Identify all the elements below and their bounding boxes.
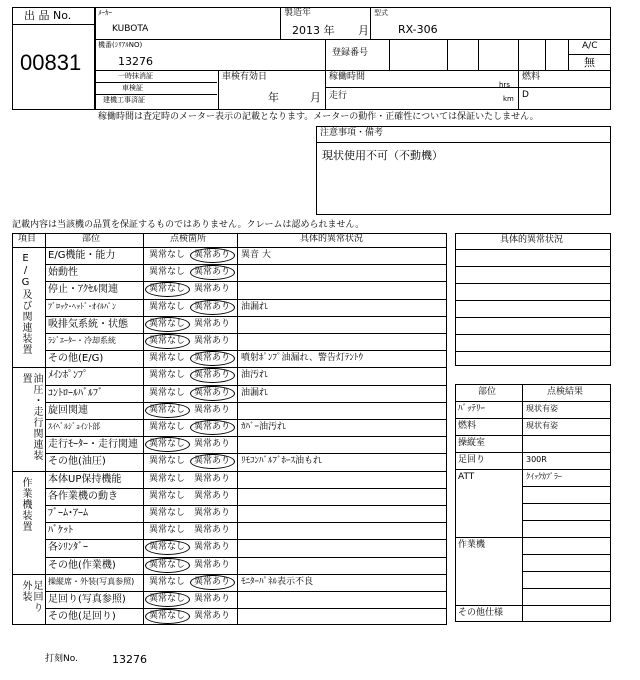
section-label: 足回り外装 — [20, 579, 42, 613]
part-label: ﾌﾞｰﾑ･ｱｰﾑ — [48, 508, 88, 519]
option-ok[interactable]: 異常なし — [149, 301, 186, 312]
result-value: 300R — [526, 455, 547, 464]
detail-text: ﾓﾆﾀｰﾊﾟﾈﾙ表示不良 — [241, 576, 314, 587]
result-value: ｸｲｯｸｶﾌﾟﾗｰ — [526, 472, 562, 481]
part-label: 操縦席・外装(写真参照) — [48, 576, 135, 586]
part-label: 本体UP保持機能 — [48, 473, 122, 485]
year-month-unit: 月 — [358, 24, 369, 37]
option-ok[interactable]: 異常なし — [149, 318, 186, 329]
option-ng[interactable]: 異常あり — [194, 576, 231, 587]
lot-label: 出 品 No. — [24, 9, 72, 22]
part-label: その他(E/G) — [48, 353, 104, 365]
col-item-header: 項目 — [18, 234, 37, 244]
year-label: 製造年 — [284, 8, 312, 18]
other-spec-label: その他仕様 — [458, 608, 504, 618]
hrs-unit: hrs — [499, 81, 510, 89]
option-ok[interactable]: 異常なし — [149, 559, 186, 570]
part-label: その他(作業機) — [48, 559, 116, 571]
vehicle-cert-label: 車検証 — [122, 84, 143, 92]
option-ng[interactable]: 異常あり — [194, 370, 231, 381]
option-ng[interactable]: 異常あり — [194, 387, 231, 398]
option-ng[interactable]: 異常あり — [194, 542, 231, 553]
distance-label: 走行 — [329, 91, 348, 101]
ac-label: A/C — [582, 41, 598, 51]
part-label: 吸排気系統・状態 — [48, 318, 128, 330]
option-ok[interactable]: 異常なし — [149, 284, 186, 295]
option-ok[interactable]: 異常なし — [149, 576, 186, 587]
option-ok[interactable]: 異常なし — [149, 250, 186, 260]
section-label: E/G及び関連装置 — [20, 253, 31, 355]
fuel-label: 燃料 — [522, 72, 541, 82]
option-ng[interactable]: 異常あり — [194, 404, 231, 415]
option-ng[interactable]: 異常あり — [194, 525, 231, 536]
inspection-month-unit: 月 — [310, 91, 321, 104]
remarks-title: 注意事項・備考 — [320, 128, 384, 138]
part-label: 各作業機の動き — [48, 490, 118, 502]
model-value: RX-306 — [398, 23, 438, 36]
part-label: 旋回関連 — [48, 404, 88, 416]
part-label: E/G機能・能力 — [48, 250, 116, 261]
part-label: 停止・ｱｸｾﾙ関連 — [48, 284, 118, 296]
serial-label: 機番(ｼﾘｱﾙNO) — [98, 41, 143, 49]
option-ng[interactable]: 異常あり — [194, 594, 231, 604]
part-label: 足回り(写真参照) — [48, 594, 126, 605]
option-ok[interactable]: 異常なし — [149, 594, 186, 604]
option-ok[interactable]: 異常なし — [149, 473, 186, 484]
option-ok[interactable]: 異常なし — [149, 387, 186, 398]
temp-cert-label: 一時抹消証 — [118, 72, 153, 80]
inspection-year-unit: 年 — [268, 91, 279, 104]
result-value: 現状有姿 — [526, 421, 558, 430]
model-label: 型式 — [374, 9, 388, 17]
option-ok[interactable]: 異常なし — [149, 422, 186, 432]
km-unit: km — [503, 95, 514, 103]
option-ok[interactable]: 異常なし — [149, 404, 186, 415]
option-ng[interactable]: 異常あり — [194, 267, 231, 278]
detail-text: 噴射ﾎﾟﾝﾌﾟ油漏れ、警告灯ﾃﾝﾄｳ — [241, 353, 364, 364]
section-label: 作業機装置 — [20, 476, 31, 532]
option-ok[interactable]: 異常なし — [149, 439, 186, 450]
detail-text: ｶﾊﾞｰ油汚れ — [241, 422, 287, 432]
part-label: ﾊﾞｹｯﾄ — [48, 525, 73, 537]
remarks-box — [316, 126, 611, 215]
option-ok[interactable]: 異常なし — [149, 267, 186, 278]
option-ok[interactable]: 異常なし — [149, 456, 186, 467]
registration-label: 登録番号 — [332, 48, 369, 58]
hours-notice: 稼働時間は査定時のメーター表示の記載となります。メーターの動作・正確性については保証いたしません。 — [98, 112, 539, 122]
result-part: 足回り — [458, 455, 486, 465]
option-ok[interactable]: 異常なし — [149, 370, 186, 381]
hours-label: 稼働時間 — [329, 72, 366, 82]
inspection-date-label: 車検有効日 — [222, 72, 268, 82]
work-label: 作業機 — [458, 540, 486, 550]
results-col-part: 部位 — [478, 387, 497, 397]
ac-value: 無 — [584, 56, 595, 69]
part-label: その他(油圧) — [48, 456, 106, 468]
option-ng[interactable]: 異常あり — [194, 336, 231, 346]
result-value: 現状有姿 — [526, 404, 558, 413]
result-part: 燃料 — [458, 421, 477, 431]
part-label: 各ｼﾘﾝﾀﾞｰ — [48, 542, 88, 554]
maker-value: KUBOTA — [112, 24, 149, 34]
result-part: ﾊﾞｯﾃﾘｰ — [458, 404, 486, 414]
stamp-value: 13276 — [112, 653, 147, 666]
option-ok[interactable]: 異常なし — [149, 508, 186, 518]
option-ng[interactable]: 異常あり — [194, 473, 231, 484]
option-ok[interactable]: 異常なし — [149, 611, 186, 622]
remarks-text: 現状使用不可（不動機） — [322, 149, 443, 162]
part-label: 走行ﾓｰﾀｰ・走行関連 — [48, 439, 138, 451]
part-label: ｺﾝﾄﾛｰﾙﾊﾞﾙﾌﾞ — [48, 387, 103, 399]
option-ng[interactable]: 異常あり — [194, 456, 231, 467]
result-part: ATT — [458, 472, 475, 482]
part-label: ｽｲﾍﾞﾙｼﾞｮｲﾝﾄ部 — [48, 422, 100, 431]
option-ok[interactable]: 異常なし — [149, 525, 186, 536]
detail-text: 油漏れ — [241, 301, 269, 312]
part-label: ﾌﾞﾛｯｸ･ﾍｯﾄﾞ･ｵｲﾙﾊﾟﾝ — [48, 301, 116, 311]
fuel-value: D — [522, 90, 529, 100]
col-detail-header: 具体的異常状況 — [300, 234, 364, 244]
maker-label: ﾒｰｶｰ — [98, 9, 112, 17]
col-part-header: 部位 — [82, 234, 101, 244]
section-label: 油圧・走行関連装置 — [20, 373, 42, 462]
disclaimer: 記載内容は当該機の品質を保証するものではありません。クレームは認められません。 — [12, 220, 365, 230]
stamp-label: 打刻No. — [45, 654, 78, 664]
part-label: ﾗｼﾞｴｰﾀｰ・冷却系統 — [48, 336, 116, 345]
option-ng[interactable]: 異常あり — [194, 318, 231, 329]
option-ng[interactable]: 異常あり — [194, 284, 231, 295]
option-ng[interactable]: 異常あり — [194, 559, 231, 570]
option-ng[interactable]: 異常あり — [194, 250, 231, 260]
detail-text: 油汚れ — [241, 370, 269, 381]
option-ng[interactable]: 異常あり — [194, 301, 231, 312]
option-ok[interactable]: 異常なし — [149, 542, 186, 553]
option-ng[interactable]: 異常あり — [194, 353, 231, 364]
option-ok[interactable]: 異常なし — [149, 490, 186, 501]
detail-text: 油漏れ — [241, 387, 269, 398]
option-ng[interactable]: 異常あり — [194, 439, 231, 450]
serial-value: 13276 — [118, 55, 153, 68]
lot-number: 00831 — [20, 50, 82, 75]
detail-text: 異音 大 — [241, 250, 271, 260]
part-label: 始動性 — [48, 267, 78, 279]
results-col-result: 点検結果 — [547, 387, 584, 397]
option-ng[interactable]: 異常あり — [194, 422, 231, 432]
option-ok[interactable]: 異常なし — [149, 353, 186, 364]
detail-text: ﾘﾓｺﾝﾊﾞﾙﾌﾞﾎｰｽ油もれ — [241, 456, 323, 467]
option-ng[interactable]: 異常あり — [194, 508, 231, 518]
option-ng[interactable]: 異常あり — [194, 611, 231, 622]
option-ng[interactable]: 異常あり — [194, 490, 231, 501]
part-label: ﾒｲﾝﾎﾟﾝﾌﾟ — [48, 370, 88, 382]
construction-cert-label: 建機工事済証 — [103, 96, 145, 104]
result-part: 操縦室 — [458, 438, 486, 448]
right-detail-title: 具体的異常状況 — [500, 235, 564, 245]
part-label: その他(足回り) — [48, 611, 116, 623]
col-check-header: 点検箇所 — [170, 234, 207, 244]
year-value: 2013 年 — [292, 24, 335, 37]
option-ok[interactable]: 異常なし — [149, 336, 186, 346]
